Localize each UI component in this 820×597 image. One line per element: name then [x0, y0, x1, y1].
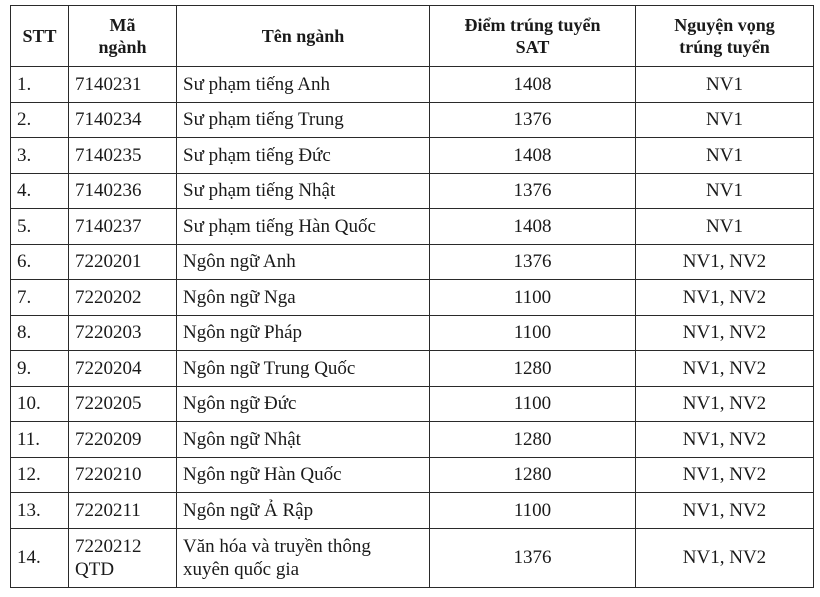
cell-name-line: Sư phạm tiếng Đức [183, 144, 331, 166]
cell-score: 1376 [430, 528, 636, 587]
cell-name-line: Ngôn ngữ Đức [183, 393, 297, 415]
cell-nv: NV1, NV2 [636, 528, 814, 587]
table-row [11, 351, 814, 387]
cell-nv: NV1 [636, 209, 814, 245]
header-nv-line: trúng tuyển [679, 37, 770, 57]
header-stt: STT [11, 6, 69, 67]
cell-code [69, 244, 177, 280]
cell-nv: NV1, NV2 [636, 351, 814, 387]
table-body [11, 67, 814, 588]
cell-code-line: 7220201 [75, 251, 142, 273]
table-row [11, 244, 814, 280]
cell-nv: NV1, NV2 [636, 315, 814, 351]
cell-code [69, 422, 177, 458]
header-nv [636, 6, 814, 67]
cell-nv: NV1 [636, 138, 814, 174]
header-row [11, 6, 814, 67]
cell-code-line: 7220212 [75, 535, 142, 557]
cell-name-line: Ngôn ngữ Hàn Quốc [183, 464, 342, 486]
table-row [11, 315, 814, 351]
cell-name [177, 138, 430, 174]
cell-code [69, 386, 177, 422]
cell-code-line: 7220204 [75, 357, 142, 379]
cell-code [69, 351, 177, 387]
cell-score: 1376 [430, 102, 636, 138]
cell-score: 1376 [430, 244, 636, 280]
cell-name-line: Ngôn ngữ Anh [183, 251, 296, 273]
cell-code-line: 7220211 [75, 499, 141, 521]
cell-code-line: 7220209 [75, 428, 142, 450]
cell-name-line: Sư phạm tiếng Hàn Quốc [183, 215, 376, 237]
cell-nv: NV1 [636, 173, 814, 209]
header-nv-line: Nguyện vọng [674, 15, 775, 35]
cell-stt: 7. [11, 280, 69, 316]
cell-name [177, 422, 430, 458]
cell-score: 1408 [430, 209, 636, 245]
cell-name [177, 209, 430, 245]
header-score-line: SAT [515, 37, 550, 57]
cell-name-line: Ngôn ngữ Nga [183, 286, 296, 308]
cell-name [177, 493, 430, 529]
cell-name [177, 386, 430, 422]
cell-stt: 10. [11, 386, 69, 422]
cell-score: 1280 [430, 351, 636, 387]
cell-code-line: 7220205 [75, 393, 142, 415]
cell-nv: NV1 [636, 67, 814, 103]
table-row [11, 102, 814, 138]
cell-name [177, 102, 430, 138]
cell-score: 1408 [430, 138, 636, 174]
table-row [11, 386, 814, 422]
cell-stt: 13. [11, 493, 69, 529]
header-code-line: Mã [109, 15, 136, 35]
cell-code-line: 7140231 [75, 73, 142, 95]
cell-name-line: Sư phạm tiếng Nhật [183, 180, 336, 202]
table-row [11, 422, 814, 458]
cell-code-line: 7140234 [75, 109, 142, 131]
cell-name-line: xuyên quốc gia [183, 558, 300, 580]
cell-score: 1100 [430, 280, 636, 316]
header-code [69, 6, 177, 67]
cell-score: 1100 [430, 315, 636, 351]
cell-code [69, 67, 177, 103]
cell-nv: NV1, NV2 [636, 457, 814, 493]
cell-code [69, 138, 177, 174]
cell-stt: 11. [11, 422, 69, 458]
cell-name-line: Ngôn ngữ Trung Quốc [183, 357, 356, 379]
cell-code-line: 7220203 [75, 322, 142, 344]
table-row [11, 138, 814, 174]
cell-code [69, 528, 177, 587]
cell-stt: 14. [11, 528, 69, 587]
header-name: Tên ngành [177, 6, 430, 67]
table-row [11, 493, 814, 529]
header-score [430, 6, 636, 67]
cell-code [69, 280, 177, 316]
cell-name-line: Ngôn ngữ Nhật [183, 428, 301, 450]
cell-score: 1408 [430, 67, 636, 103]
cell-code [69, 209, 177, 245]
cell-stt: 4. [11, 173, 69, 209]
cell-name [177, 280, 430, 316]
cell-code [69, 457, 177, 493]
cell-name [177, 457, 430, 493]
cell-code [69, 173, 177, 209]
cell-stt: 1. [11, 67, 69, 103]
header-code-line: ngành [98, 37, 147, 57]
cell-name-line: Văn hóa và truyền thông [183, 535, 371, 557]
cell-stt: 12. [11, 457, 69, 493]
cell-stt: 2. [11, 102, 69, 138]
admissions-table [10, 5, 814, 588]
cell-name [177, 351, 430, 387]
cell-code-line: 7140237 [75, 215, 142, 237]
cell-score: 1100 [430, 493, 636, 529]
cell-nv: NV1, NV2 [636, 244, 814, 280]
cell-nv: NV1 [636, 102, 814, 138]
header-score-line: Điểm trúng tuyển [464, 15, 601, 35]
cell-code-line: QTD [75, 558, 115, 580]
table-row [11, 457, 814, 493]
cell-name-line: Sư phạm tiếng Anh [183, 73, 330, 95]
cell-name-line: Ngôn ngữ Pháp [183, 322, 303, 344]
cell-name-line: Ngôn ngữ Ả Rập [183, 499, 314, 521]
cell-nv: NV1, NV2 [636, 386, 814, 422]
cell-nv: NV1, NV2 [636, 422, 814, 458]
cell-stt: 6. [11, 244, 69, 280]
cell-stt: 9. [11, 351, 69, 387]
cell-score: 1100 [430, 386, 636, 422]
cell-code-line: 7220202 [75, 286, 142, 308]
cell-stt: 5. [11, 209, 69, 245]
cell-name [177, 173, 430, 209]
cell-name-line: Sư phạm tiếng Trung [183, 109, 344, 131]
table-row [11, 528, 814, 587]
cell-name [177, 315, 430, 351]
cell-code [69, 315, 177, 351]
cell-score: 1280 [430, 457, 636, 493]
cell-score: 1376 [430, 173, 636, 209]
table-row [11, 67, 814, 103]
cell-name [177, 67, 430, 103]
cell-nv: NV1, NV2 [636, 280, 814, 316]
table-row [11, 209, 814, 245]
cell-name [177, 528, 430, 587]
cell-stt: 8. [11, 315, 69, 351]
cell-code-line: 7140236 [75, 180, 142, 202]
cell-code-line: 7220210 [75, 464, 142, 486]
cell-stt: 3. [11, 138, 69, 174]
cell-nv: NV1, NV2 [636, 493, 814, 529]
cell-code [69, 102, 177, 138]
cell-code-line: 7140235 [75, 144, 142, 166]
cell-code [69, 493, 177, 529]
table-row [11, 173, 814, 209]
table-row [11, 280, 814, 316]
cell-name [177, 244, 430, 280]
cell-score: 1280 [430, 422, 636, 458]
